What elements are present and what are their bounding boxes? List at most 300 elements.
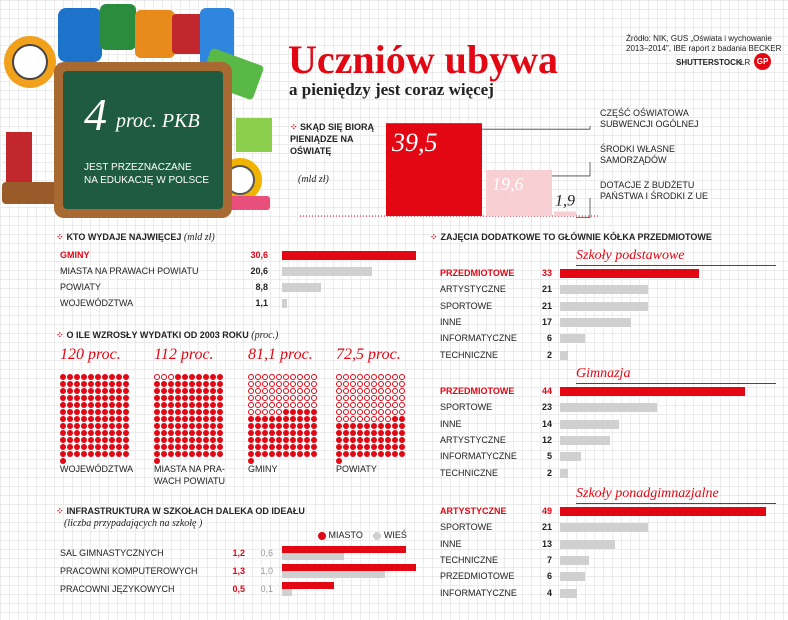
growth-chart xyxy=(60,346,430,496)
growth-dot xyxy=(74,430,80,436)
extra-label-2-5: INFORMATYCZNE xyxy=(440,587,517,598)
funding-title-text: SKĄD SIĘ BIORĄ PIENIĄDZE NA OŚWIATĘ xyxy=(290,122,375,156)
who-spends-marker: ⁘ xyxy=(56,232,64,242)
extra-label-2-3: TECHNICZNE xyxy=(440,554,498,565)
extra-bar-1-5 xyxy=(560,469,568,478)
growth-dot xyxy=(67,437,73,443)
growth-dot xyxy=(67,423,73,429)
infra-city-bar-2 xyxy=(282,582,334,589)
growth-dot xyxy=(88,374,94,380)
growth-dot xyxy=(123,402,129,408)
who-spends-label-3: WOJEWÓDZTWA xyxy=(60,298,134,308)
growth-dot xyxy=(343,444,349,450)
growth-dot xyxy=(304,437,310,443)
growth-dotgrid-2 xyxy=(248,374,323,464)
growth-dot xyxy=(385,430,391,436)
growth-value-1: 112 proc. xyxy=(154,346,214,363)
growth-dot xyxy=(357,381,363,387)
growth-dot xyxy=(102,430,108,436)
funding-label-2-line-1: PAŃSTWA I ŚRODKI Z UE xyxy=(600,191,709,201)
growth-dot xyxy=(154,430,160,436)
growth-dot xyxy=(109,423,115,429)
growth-dot xyxy=(297,444,303,450)
funding-chart-area xyxy=(300,100,786,220)
growth-dot xyxy=(60,381,66,387)
growth-dot xyxy=(210,402,216,408)
growth-dot xyxy=(255,423,261,429)
growth-dot xyxy=(290,388,296,394)
growth-dot xyxy=(276,437,282,443)
growth-dot xyxy=(385,437,391,443)
growth-dot xyxy=(378,416,384,422)
growth-dot xyxy=(203,374,209,380)
growth-dot xyxy=(210,381,216,387)
growth-dot xyxy=(262,430,268,436)
growth-dot xyxy=(276,381,282,387)
growth-dot xyxy=(385,395,391,401)
growth-dot xyxy=(189,451,195,457)
growth-dot xyxy=(269,423,275,429)
growth-dot xyxy=(297,395,303,401)
who-spends-title xyxy=(56,232,215,243)
growth-dot xyxy=(283,416,289,422)
growth-dot xyxy=(371,395,377,401)
growth-dot xyxy=(378,444,384,450)
growth-dot xyxy=(248,388,254,394)
growth-dot xyxy=(297,409,303,415)
growth-dot xyxy=(385,388,391,394)
growth-dot xyxy=(399,437,405,443)
growth-dot xyxy=(297,416,303,422)
growth-dot xyxy=(336,423,342,429)
extra-value-0-2: 21 xyxy=(541,300,552,311)
growth-dot xyxy=(304,444,310,450)
extra-bar-0-1 xyxy=(560,285,648,294)
growth-dot xyxy=(95,409,101,415)
growth-dot xyxy=(276,395,282,401)
growth-dot xyxy=(102,409,108,415)
who-spends-value-2: 8,8 xyxy=(255,282,268,292)
extra-value-2-0: 49 xyxy=(541,506,552,516)
growth-dot xyxy=(311,402,317,408)
infra-marker: ⁘ xyxy=(56,506,64,516)
growth-dot xyxy=(269,444,275,450)
growth-dot xyxy=(109,402,115,408)
growth-dot xyxy=(399,451,405,457)
infra-legend xyxy=(318,530,407,540)
growth-dot xyxy=(399,402,405,408)
growth-dot xyxy=(364,395,370,401)
growth-dot xyxy=(109,451,115,457)
growth-dot xyxy=(189,381,195,387)
growth-dot xyxy=(297,402,303,408)
growth-dot xyxy=(255,374,261,380)
who-spends-label-1: MIASTA NA PRAWACH POWIATU xyxy=(60,266,199,276)
extra-group-rule-2 xyxy=(576,503,776,504)
growth-dot xyxy=(182,444,188,450)
blackboard-unit: proc. PKB xyxy=(116,110,200,132)
growth-dot xyxy=(217,381,223,387)
growth-dot xyxy=(290,395,296,401)
infra-city-value-2: 0,5 xyxy=(232,584,245,594)
growth-dot xyxy=(371,416,377,422)
growth-dot xyxy=(371,374,377,380)
growth-dot xyxy=(123,409,129,415)
growth-dot xyxy=(182,395,188,401)
growth-dot xyxy=(290,416,296,422)
growth-dot xyxy=(123,388,129,394)
legend-city-swatch xyxy=(318,532,326,540)
growth-dot xyxy=(290,451,296,457)
growth-dot xyxy=(196,444,202,450)
growth-dot xyxy=(95,423,101,429)
extra-chart xyxy=(440,248,780,614)
growth-dot xyxy=(74,423,80,429)
growth-dot xyxy=(175,451,181,457)
growth-dot xyxy=(60,430,66,436)
growth-dot xyxy=(385,416,391,422)
extra-label-1-2: INNE xyxy=(440,418,462,429)
growth-dot xyxy=(392,388,398,394)
growth-dot xyxy=(196,416,202,422)
growth-dot xyxy=(255,381,261,387)
growth-dot xyxy=(371,430,377,436)
growth-dot xyxy=(175,416,181,422)
extra-value-0-5: 2 xyxy=(546,349,552,360)
growth-dot xyxy=(189,388,195,394)
growth-dot xyxy=(196,430,202,436)
growth-dot xyxy=(343,395,349,401)
growth-dot xyxy=(262,388,268,394)
growth-dot xyxy=(210,374,216,380)
growth-dot xyxy=(116,402,122,408)
growth-dot xyxy=(109,416,115,422)
growth-dot xyxy=(161,416,167,422)
infra-chart xyxy=(60,548,420,608)
extra-value-2-3: 7 xyxy=(546,554,552,565)
extra-label-0-0: PRZEDMIOTOWE xyxy=(440,268,515,278)
growth-dot xyxy=(276,430,282,436)
growth-dot xyxy=(116,388,122,394)
growth-dot xyxy=(336,444,342,450)
growth-dot xyxy=(248,409,254,415)
blackboard-line-1: JEST PRZEZNACZANE xyxy=(84,162,192,173)
growth-dot xyxy=(67,444,73,450)
growth-dot xyxy=(161,381,167,387)
growth-title xyxy=(56,330,278,341)
growth-dot xyxy=(189,423,195,429)
extra-label-0-3: INNE xyxy=(440,316,462,327)
growth-dot xyxy=(304,388,310,394)
growth-dot xyxy=(290,423,296,429)
growth-dot xyxy=(336,451,342,457)
growth-dot xyxy=(60,444,66,450)
growth-dot xyxy=(290,374,296,380)
growth-dot xyxy=(343,409,349,415)
growth-dot xyxy=(304,430,310,436)
growth-dot xyxy=(392,437,398,443)
growth-dot xyxy=(88,409,94,415)
growth-dot xyxy=(88,381,94,387)
growth-dot xyxy=(74,381,80,387)
growth-dot xyxy=(371,402,377,408)
growth-dot xyxy=(378,381,384,387)
growth-dot xyxy=(210,430,216,436)
extra-title-text: ZAJĘCIA DODATKOWE TO GŁÓWNIE KÓŁKA PRZEDMIOTOWE xyxy=(440,232,712,242)
growth-dot xyxy=(123,451,129,457)
extra-group-title-0: Szkoły podstawowe xyxy=(576,248,685,263)
growth-dot xyxy=(60,451,66,457)
growth-dot xyxy=(154,437,160,443)
growth-dot xyxy=(378,388,384,394)
growth-dot xyxy=(123,430,129,436)
growth-dot xyxy=(102,423,108,429)
infra-village-value-1: 1,0 xyxy=(260,566,273,576)
growth-dot xyxy=(182,416,188,422)
growth-dot xyxy=(276,444,282,450)
growth-dot xyxy=(67,409,73,415)
growth-dot xyxy=(175,402,181,408)
growth-dot xyxy=(161,388,167,394)
growth-dot xyxy=(269,430,275,436)
growth-dot xyxy=(217,437,223,443)
growth-dot xyxy=(154,402,160,408)
growth-dot xyxy=(102,416,108,422)
growth-dot xyxy=(378,409,384,415)
growth-dot xyxy=(67,395,73,401)
extra-value-1-3: 12 xyxy=(541,434,552,445)
growth-dot xyxy=(364,416,370,422)
who-spends-value-1: 20,6 xyxy=(250,266,268,276)
extra-bar-0-5 xyxy=(560,351,568,360)
growth-dot xyxy=(311,416,317,422)
growth-dot xyxy=(276,402,282,408)
growth-dot xyxy=(350,437,356,443)
infra-village-bar-1 xyxy=(282,571,385,578)
growth-dot xyxy=(67,416,73,422)
growth-dot xyxy=(311,430,317,436)
growth-dot xyxy=(196,388,202,394)
growth-dot xyxy=(371,444,377,450)
growth-dot xyxy=(81,409,87,415)
growth-dot xyxy=(248,451,254,457)
infra-city-bar-1 xyxy=(282,564,416,571)
growth-dot xyxy=(116,430,122,436)
growth-dot xyxy=(276,388,282,394)
growth-dot xyxy=(392,423,398,429)
growth-value-2: 81,1 proc. xyxy=(248,346,313,363)
infra-subtitle: (liczba przypadających na szkołę ) xyxy=(64,518,203,529)
growth-dot xyxy=(161,444,167,450)
growth-dot xyxy=(392,416,398,422)
growth-dot xyxy=(154,395,160,401)
growth-dot xyxy=(399,423,405,429)
growth-dot xyxy=(262,381,268,387)
infra-city-value-0: 1,2 xyxy=(232,548,245,558)
funding-leader-2 xyxy=(576,198,590,218)
growth-dot xyxy=(168,444,174,450)
funding-value-2: 1,9 xyxy=(555,192,575,210)
growth-dot xyxy=(304,451,310,457)
growth-dot xyxy=(74,451,80,457)
growth-dot xyxy=(357,395,363,401)
growth-label-3-line-0: POWIATY xyxy=(336,464,377,474)
growth-dot xyxy=(116,423,122,429)
growth-dot xyxy=(154,416,160,422)
page-title: Uczniów ubywa xyxy=(288,37,559,82)
growth-dot xyxy=(182,451,188,457)
growth-dot xyxy=(116,416,122,422)
author-initials: ŁR xyxy=(740,58,751,67)
growth-dot xyxy=(175,374,181,380)
who-spends-bar-2 xyxy=(282,283,321,292)
growth-marker: ⁘ xyxy=(56,330,64,340)
growth-dot xyxy=(262,402,268,408)
growth-title-text: O ILE WZROSŁY WYDATKI OD 2003 ROKU xyxy=(66,330,249,340)
growth-dot xyxy=(168,416,174,422)
extra-value-0-3: 17 xyxy=(541,316,552,327)
growth-dot xyxy=(60,395,66,401)
funding-title-marker: ⁘ xyxy=(290,122,301,132)
extra-bar-1-0 xyxy=(560,387,745,396)
growth-dot xyxy=(123,395,129,401)
growth-dot xyxy=(123,444,129,450)
who-spends-label-2: POWIATY xyxy=(60,282,101,292)
extra-label-1-3: ARTYSTYCZNE xyxy=(440,434,506,445)
growth-dot xyxy=(95,444,101,450)
growth-dot xyxy=(371,437,377,443)
growth-dot xyxy=(123,437,129,443)
source-line-1: Źródło: NIK, GUS „Oświata i wychowanie xyxy=(626,34,772,43)
growth-dot xyxy=(364,444,370,450)
growth-dot xyxy=(255,444,261,450)
growth-dot xyxy=(371,409,377,415)
growth-dot xyxy=(343,402,349,408)
growth-dot xyxy=(175,430,181,436)
growth-dot xyxy=(67,381,73,387)
growth-dot xyxy=(210,423,216,429)
growth-dot xyxy=(161,395,167,401)
growth-dot xyxy=(81,402,87,408)
growth-dot xyxy=(269,388,275,394)
growth-dot xyxy=(378,437,384,443)
growth-dot xyxy=(88,430,94,436)
growth-dot xyxy=(350,381,356,387)
growth-dot xyxy=(343,388,349,394)
growth-dot xyxy=(74,402,80,408)
growth-dot xyxy=(371,381,377,387)
extra-bar-1-3 xyxy=(560,436,610,445)
who-spends-bar-3 xyxy=(282,299,287,308)
growth-dot xyxy=(67,402,73,408)
growth-dot xyxy=(336,416,342,422)
publisher-logo xyxy=(754,53,771,70)
growth-dot xyxy=(154,423,160,429)
extra-label-2-4: PRZEDMIOTOWE xyxy=(440,571,515,582)
growth-dot xyxy=(269,416,275,422)
who-spends-value-0: 30,6 xyxy=(250,250,268,260)
growth-dot xyxy=(203,437,209,443)
extra-label-1-0: PRZEDMIOTOWE xyxy=(440,386,515,396)
extra-label-0-2: SPORTOWE xyxy=(440,300,493,311)
growth-dot xyxy=(74,395,80,401)
growth-dot xyxy=(357,437,363,443)
growth-dot xyxy=(217,430,223,436)
extra-bar-1-4 xyxy=(560,452,581,461)
growth-dot xyxy=(385,381,391,387)
growth-dot xyxy=(168,374,174,380)
extra-label-1-1: SPORTOWE xyxy=(440,402,493,413)
extra-value-2-5: 4 xyxy=(546,587,552,598)
growth-dot xyxy=(175,381,181,387)
extra-bar-2-5 xyxy=(560,589,577,598)
growth-dot xyxy=(217,388,223,394)
growth-dot xyxy=(248,444,254,450)
growth-dot xyxy=(255,395,261,401)
growth-dot xyxy=(154,388,160,394)
growth-dot xyxy=(336,409,342,415)
growth-label-1-line-1: WACH POWIATU xyxy=(154,476,225,486)
growth-dot xyxy=(182,423,188,429)
growth-dot xyxy=(161,451,167,457)
growth-dot xyxy=(290,409,296,415)
who-spends-label-0: GMINY xyxy=(60,250,90,260)
growth-dot xyxy=(364,437,370,443)
growth-dot xyxy=(217,409,223,415)
growth-dot xyxy=(102,395,108,401)
growth-dot xyxy=(203,381,209,387)
growth-dot xyxy=(60,409,66,415)
growth-dot xyxy=(168,423,174,429)
extra-label-1-5: TECHNICZNE xyxy=(440,467,498,478)
growth-dot xyxy=(217,402,223,408)
funding-leader-0 xyxy=(482,126,590,129)
growth-dot xyxy=(116,444,122,450)
growth-dot xyxy=(248,416,254,422)
growth-dot xyxy=(168,451,174,457)
growth-dot xyxy=(297,381,303,387)
growth-dot xyxy=(217,451,223,457)
growth-dot xyxy=(88,395,94,401)
growth-dot xyxy=(189,374,195,380)
growth-dot xyxy=(283,444,289,450)
extra-bar-0-0 xyxy=(560,269,699,278)
growth-dot xyxy=(378,423,384,429)
growth-dot xyxy=(74,416,80,422)
growth-dot xyxy=(182,388,188,394)
growth-label-0-line-0: WOJEWÓDZTWA xyxy=(60,464,134,474)
extra-marker: ⁘ xyxy=(430,232,438,242)
growth-dot xyxy=(392,374,398,380)
growth-dot xyxy=(304,409,310,415)
growth-dot xyxy=(203,416,209,422)
growth-dot xyxy=(88,388,94,394)
growth-dot xyxy=(217,444,223,450)
legend-village-label: WIEŚ xyxy=(383,530,407,540)
growth-dot xyxy=(283,402,289,408)
growth-dot xyxy=(336,381,342,387)
growth-unit: (proc.) xyxy=(251,330,279,341)
funding-value-1: 19,6 xyxy=(492,173,524,194)
growth-dot xyxy=(123,381,129,387)
growth-dot xyxy=(95,430,101,436)
infra-label-0: SAL GIMNASTYCZNYCH xyxy=(60,548,164,558)
growth-dot xyxy=(392,395,398,401)
extra-label-0-1: ARTYSTYCZNE xyxy=(440,284,506,295)
growth-value-0: 120 proc. xyxy=(60,346,121,363)
growth-dot xyxy=(203,423,209,429)
growth-dot xyxy=(67,374,73,380)
